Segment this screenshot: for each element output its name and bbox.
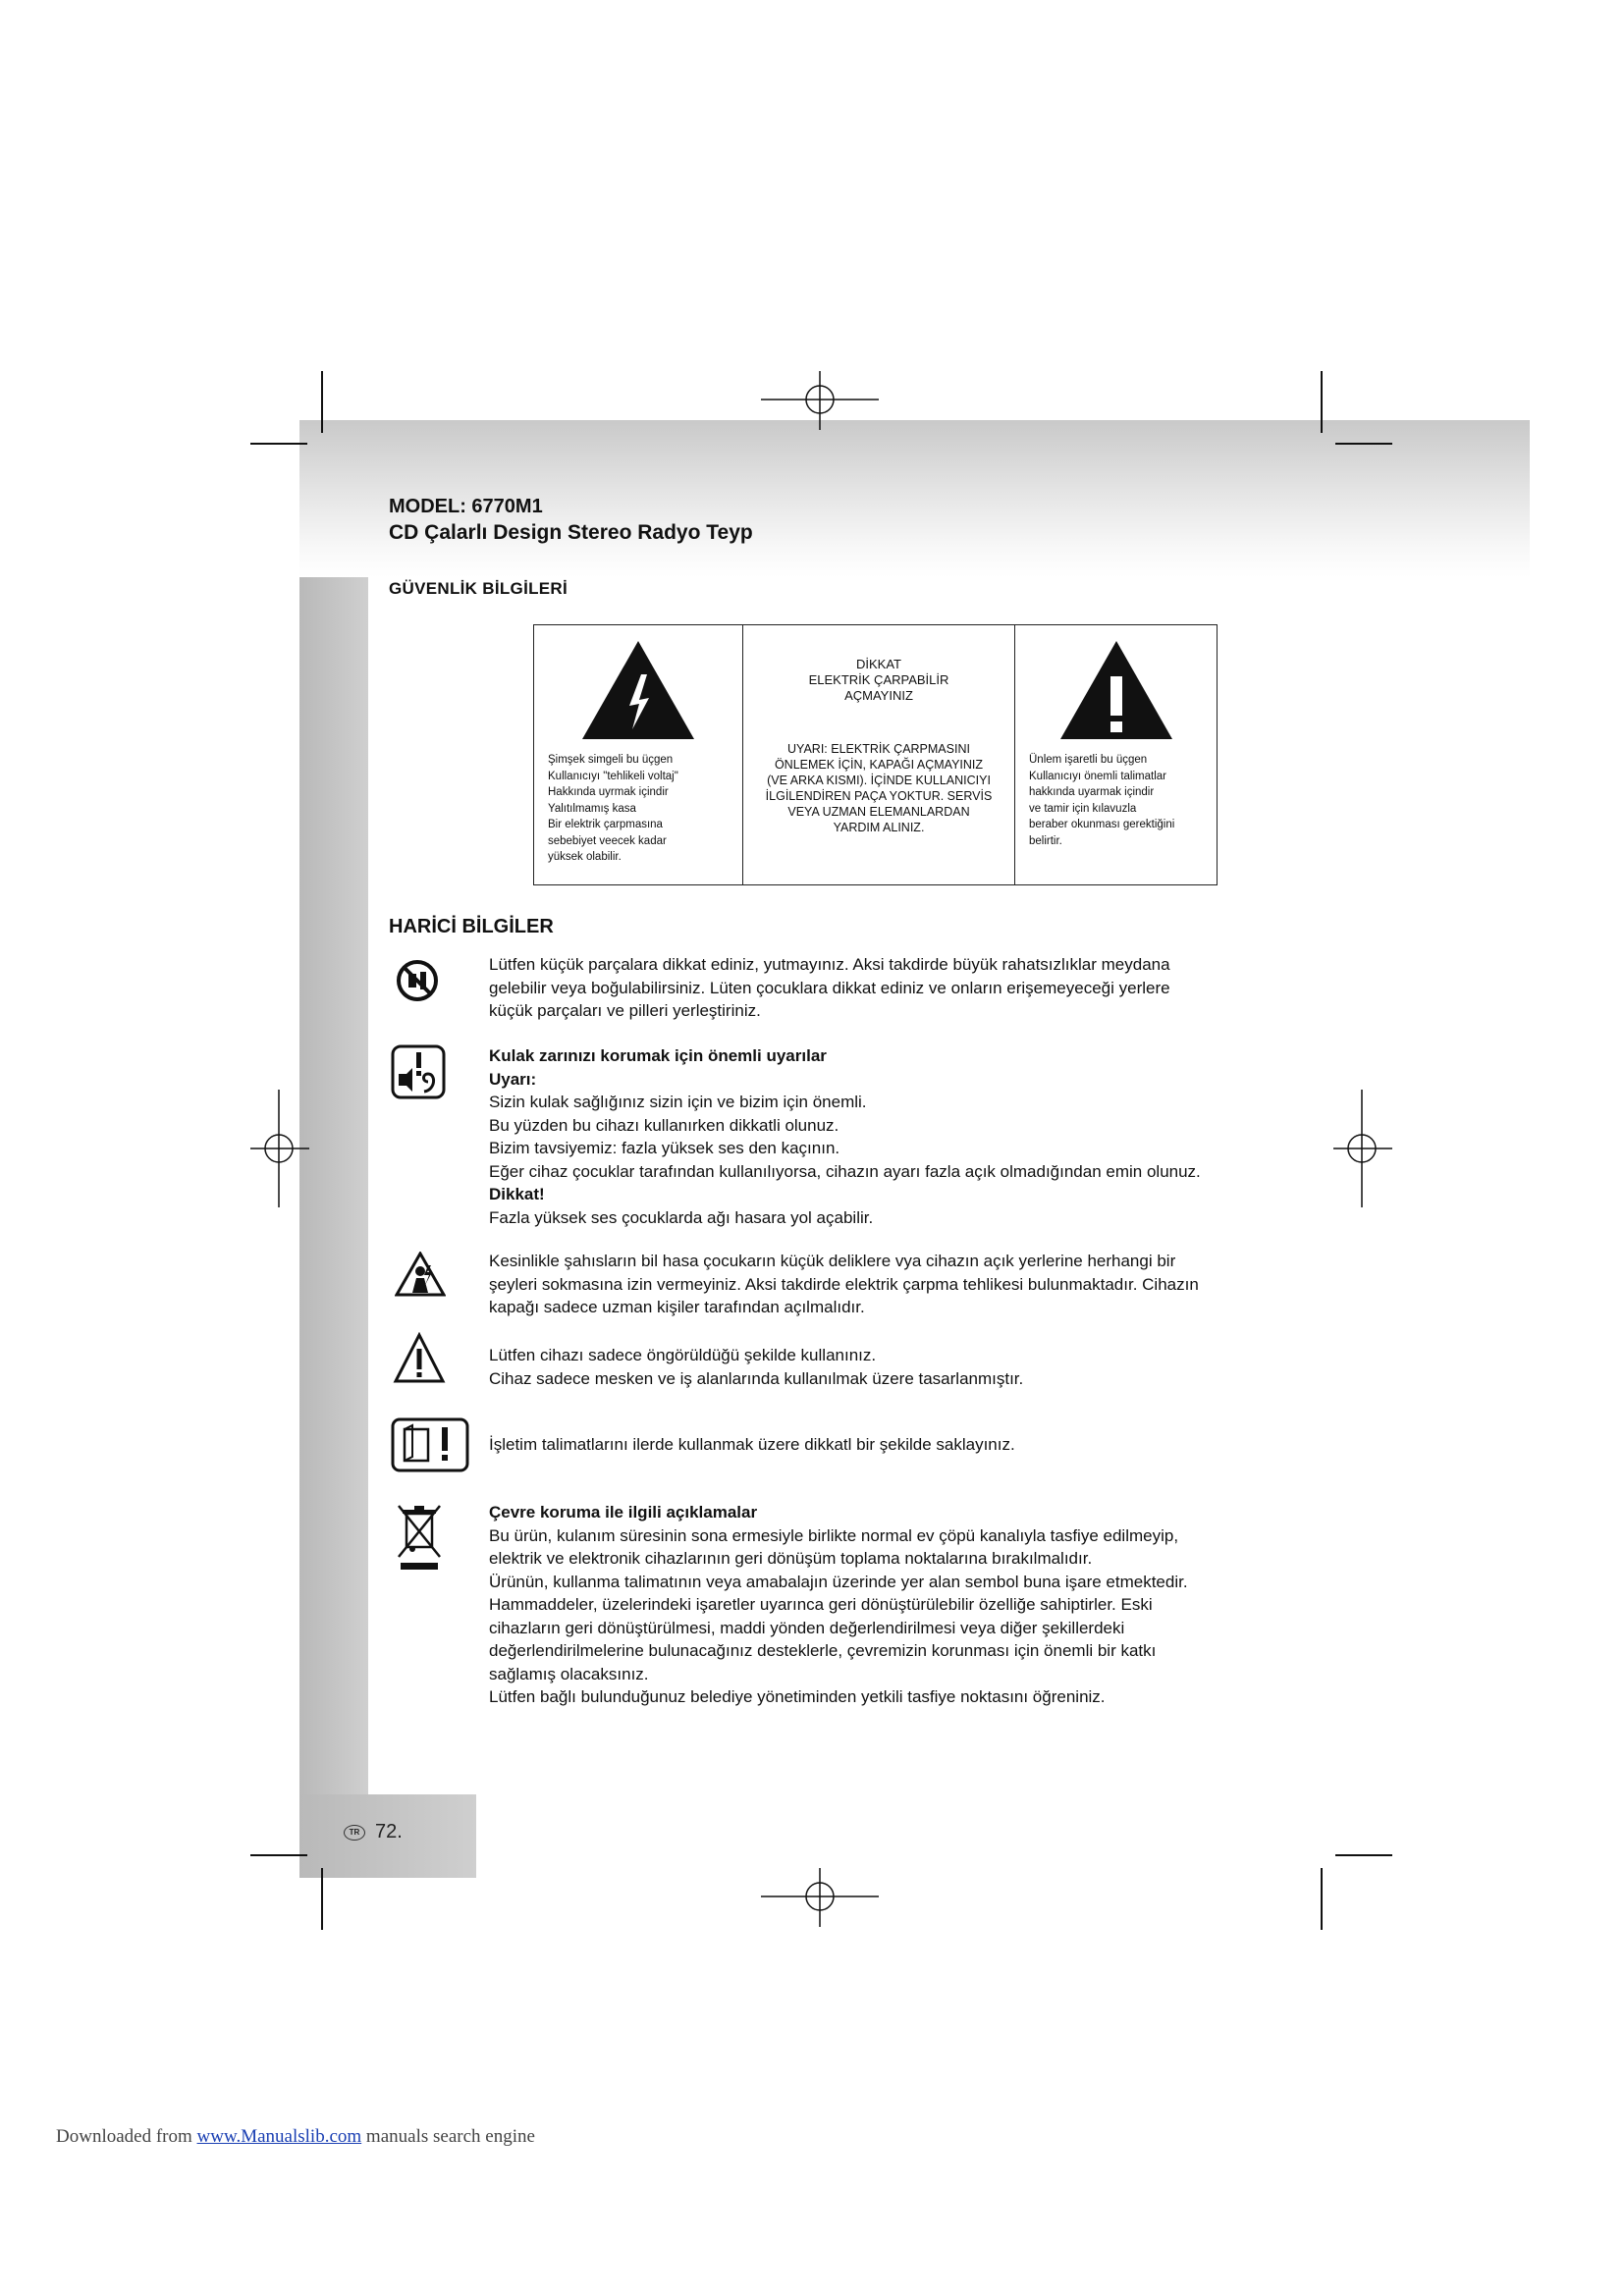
choking-warning-text: Lütfen küçük parçalara dikkat ediniz, yutmayınız. Aksi takdirde büyük rahatsızlıklar meydana gelebilir veya boğulabilirsiniz. Lüten çocuklara dikkat ediniz ve onların erişemeyeceği yerlere küçük parçaları ve pilleri yerleştiriniz. [489, 955, 1170, 1020]
lightning-triangle-icon [580, 639, 696, 741]
exclamation-warning-cell [1014, 625, 1217, 884]
lightning-warning-text: Şimşek simgeli bu üçgen Kullanıcıyı "tehlikeli voltaj" Hakkında uyrmak içindir Yalıtılmamış kasa Bir elektrik çarpmasına sebebiyet veecek kadar yüksek olabilir. [548, 754, 678, 863]
safety-warning-box [533, 624, 1218, 885]
weee-bin-icon [397, 1504, 442, 1573]
caution-text: UYARI: ELEKTRİK ÇARPMASINI ÖNLEMEK İÇİN, KAPAĞI AÇMAYINIZ (VE ARKA KISMI). İÇİNDE KULLANICIYI İLGİLENDİREN PAÇA YOKTUR. SERVİS VEYA UZMAN ELEMANLARDAN YARDIM ALINIZ. [765, 742, 993, 834]
exclamation-triangle-icon [1058, 639, 1174, 741]
safety-heading: GÜVENLİK BİLGİLERİ [389, 579, 568, 598]
usage-text: Lütfen cihazı sadece öngörüldüğü şekilde kullanınız. Cihaz sadece mesken ve iş alanlarında kullanılmak üzere tasarlanmıştır. [489, 1346, 1024, 1388]
manual-book-icon [391, 1417, 469, 1472]
child-shock-warning-icon [395, 1252, 446, 1297]
product-subtitle: CD Çalarlı Design Stereo Radyo Teyp [389, 521, 753, 544]
caution-cell [742, 625, 1014, 884]
caution-triangle-icon [393, 1332, 446, 1385]
hearing-protection-icon [391, 1044, 446, 1099]
environment-text: Çevre koruma ile ilgili açıklamalar Bu ürün, kulanım süresinin sona ermesiyle birlikte normal ev çöpü kanalıyla tasfiye edilmeyip, elektrik ve elektronik cihazlarının geri dönüşüm toplama noktalarına bırakılmalıdır. Ürünün, kullanma talimatının veya amabalajın üzerinde yer alan sembol buna işare etmektedir. Hammaddeler, üzelerindeki işaretler uyarınca geri dönüştürülebilir özelliğe sahiptirler. Eski cihazların geri dönüştürülmesi, maddi yönden değerlendirilmesi veya diğer şekillerdeki değerlendirilmelerine bulunacağınız desteklerle, çevremizin korunması için önemli bir katkı sağlamış olacaksınız. Lütfen bağlı bulunduğunuz belediye yönetiminden yetkili tasfiye noktasını öğreniniz. [489, 1503, 1188, 1706]
external-info-heading: HARİCİ BİLGİLER [389, 916, 554, 937]
registration-mark-left [250, 1090, 309, 1207]
page-number-value: 72. [375, 1821, 403, 1842]
shock-warning-text: Kesinlikle şahısların bil hasa çocukarın küçük deliklere vya cihazın açık yerlerine herhangi bir şeyleri sokmasına izin vermeyiniz. Aksi takdirde elektrik çarpma tehlikesi bulunmaktadır. Cihazın kapağı sadece uzman kişiler tarafından açılmalıdır. [489, 1252, 1199, 1316]
model-title: MODEL: 6770M1 [389, 496, 543, 517]
caution-heading: DİKKAT ELEKTRİK ÇARPABİLİR AÇMAYINIZ [808, 657, 949, 703]
side-band [299, 577, 368, 1794]
manualslib-link[interactable]: www.Manualslib.com [196, 2126, 362, 2147]
no-swallow-icon [395, 950, 440, 1011]
exclamation-warning-text: Ünlem işaretli bu üçgen Kullanıcıyı önemli talimatlar hakkında uyarmak içindir ve tamir için kılavuzla beraber okunması gerektiğini belirtir. [1029, 754, 1175, 847]
page-number [344, 1821, 403, 1843]
manual-storage-text: İşletim talimatlarını ilerde kullanmak üzere dikkatl bir şekilde saklayınız. [489, 1435, 1015, 1454]
registration-mark-top [761, 371, 879, 430]
language-badge: TR [344, 1825, 365, 1841]
registration-mark-right [1333, 1090, 1392, 1207]
hearing-warning-text: Kulak zarınızı korumak için önemli uyarılar Uyarı: Sizin kulak sağlığınız sizin için ve bizim için önemli. Bu yüzden bu cihazı kullanırken dikkatli olunuz. Bizim tavsiyemiz: fazla yüksek ses den kaçının. Eğer cihaz çocuklar tarafından kullanılıyorsa, cihazın ayarı fazla açık olmadığından emin olunuz. Dikkat! Fazla yüksek ses çocuklarda ağı hasara yol açabilir. [489, 1046, 1201, 1227]
download-footer: Downloaded from www.Manualslib.com manuals search engine [56, 2126, 535, 2147]
registration-mark-bottom [761, 1868, 879, 1927]
lightning-warning-cell [534, 625, 742, 884]
